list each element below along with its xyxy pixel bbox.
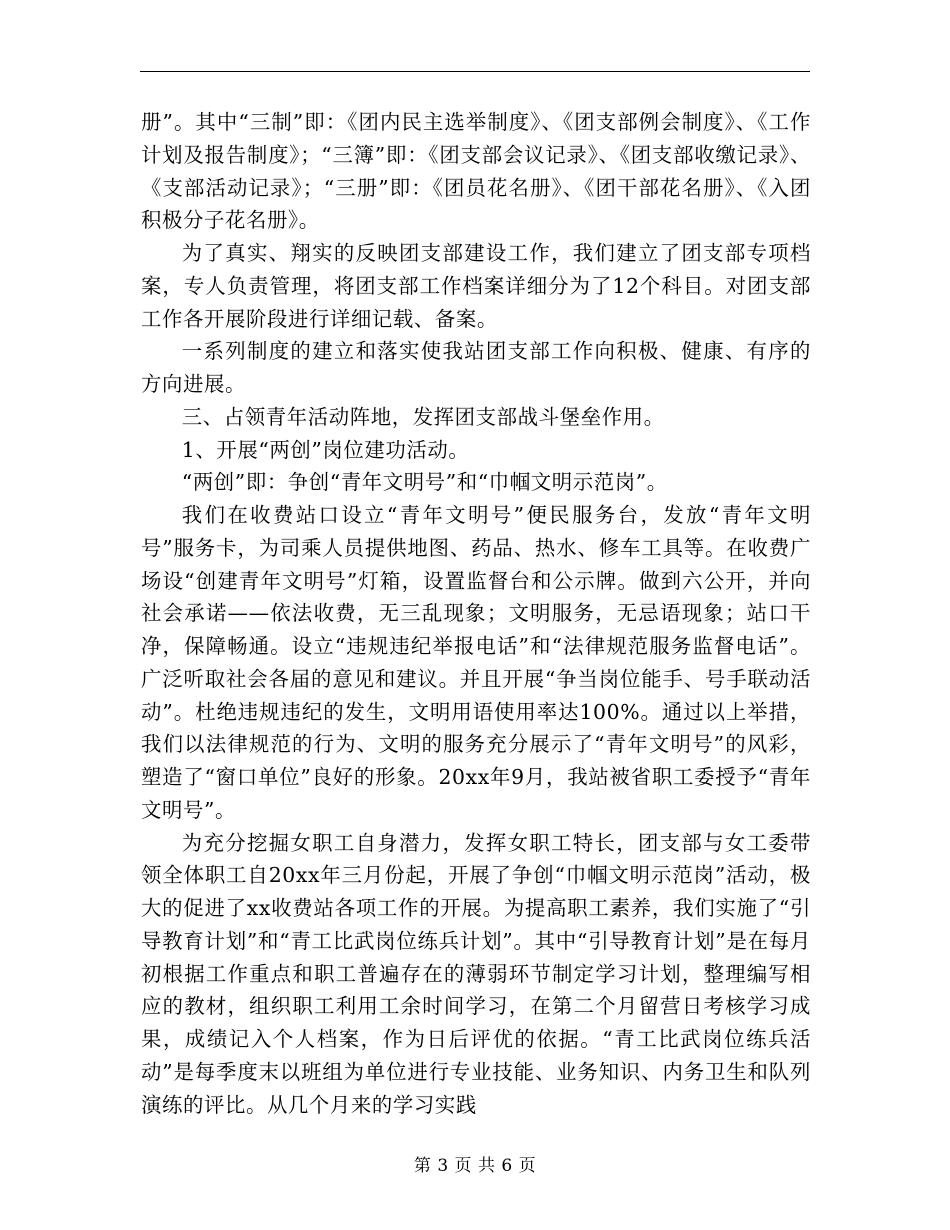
- paragraph-6: 为充分挖掘女职工自身潜力，发挥女职工特长，团支部与女工委带领全体职工自20xx年三月份起，开展了争创“巾帼文明示范岗”活动，极大的促进了xx收费站各项工作的开展。为提高职工素养，我们实施了“引导教育计划”和“青工比武岗位练兵计划”。其中“引导教育计划”是在每月初根据工作重点和职工普遍存在的薄弱环节制定学习计划，整理编写相应的教材，组织职工利用工余时间学习，在第二个月留营日考核学习成果，成绩记入个人档案，作为日后评优的依据。“青工比武岗位练兵活动”是每季度末以班组为单位进行专业技能、业务知识、内务卫生和队列演练的评比。从几个月来的学习实践: [141, 830, 811, 1117]
- paragraph-4: “两创”即：争创“青年文明号”和“巾帼文明示范岗”。: [181, 470, 668, 495]
- subsection-heading-1: 1、开展“两创”岗位建功活动。: [181, 437, 470, 462]
- paragraph-3: 一系列制度的建立和落实使我站团支部工作向积极、健康、有序的方向进展。: [141, 339, 811, 396]
- section-heading-3: 三、占领青年活动阵地，发挥团支部战斗堡垒作用。: [181, 404, 665, 429]
- paragraph-1: 册”。其中“三制”即：《团内民主选举制度》、《团支部例会制度》、《工作计划及报告制度》；“三簿”即：《团支部会议记录》、《团支部收缴记录》、《支部活动记录》；“三册”即：《团员花名册》、《团干部花名册》、《入团积极分子花名册》。: [141, 110, 811, 233]
- document-body: [141, 106, 811, 1121]
- paragraph-5: 我们在收费站口设立“青年文明号”便民服务台，发放“青年文明号”服务卡，为司乘人员提供地图、药品、热水、修车工具等。在收费广场设“创建青年文明号”灯箱，设置监督台和公示牌。做到六公开，并向社会承诺——依法收费，无三乱现象；文明服务，无忌语现象；站口干净，保障畅通。设立“违规违纪举报电话”和“法律规范服务监督电话”。广泛听取社会各届的意见和建议。并且开展“争当岗位能手、号手联动活动”。杜绝违规违纪的发生，文明用语使用率达100%。通过以上举措，我们以法律规范的行为、文明的服务充分展示了“青年文明号”的风彩，塑造了“窗口单位”良好的形象。20xx年9月，我站被省职工委授予“青年文明号”。: [141, 503, 811, 822]
- page-number-footer: 第 3 页 共 6 页: [413, 1156, 537, 1176]
- paragraph-2: 为了真实、翔实的反映团支部建设工作，我们建立了团支部专项档案，专人负责管理，将团支部工作档案详细分为了12个科目。对团支部工作各开展阶段进行详细记载、备案。: [141, 241, 811, 331]
- header-rule: [140, 71, 810, 72]
